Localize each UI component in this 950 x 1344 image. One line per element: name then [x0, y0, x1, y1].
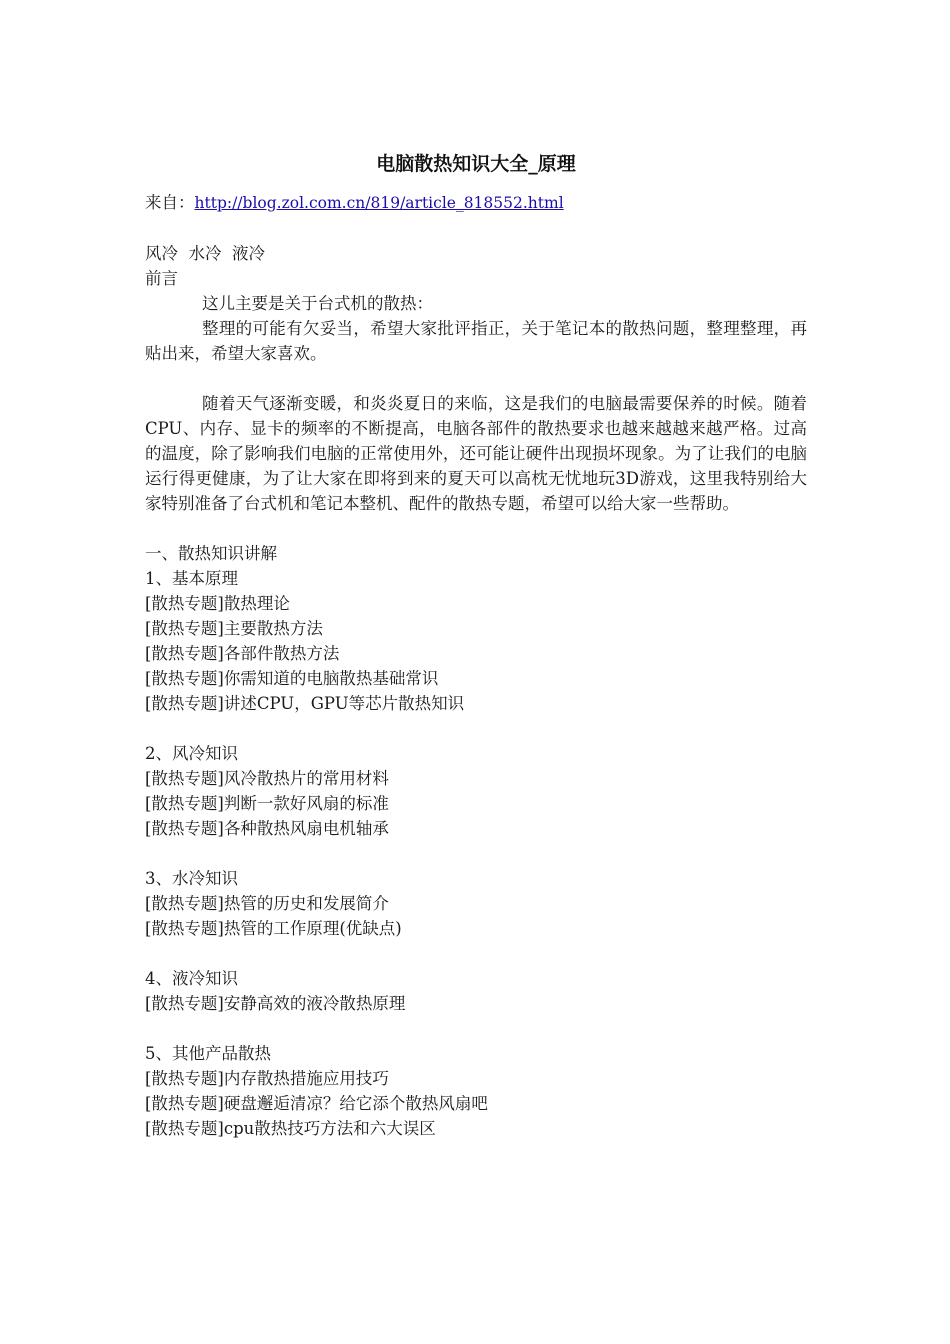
topic-item: [散热专题]你需知道的电脑散热基础常识 [145, 669, 439, 688]
keywords-line: 风冷 水冷 液冷 [145, 244, 265, 263]
preface-paragraph: 整理的可能有欠妥当，希望大家批评指正，关于笔记本的散热问题，整理整理，再贴出来，希望大家喜欢。 [145, 319, 807, 363]
topic-item: [散热专题]各种散热风扇电机轴承 [145, 819, 389, 838]
topic-group [145, 1041, 807, 1141]
topic-item: [散热专题]内存散热措施应用技巧 [145, 1069, 389, 1088]
group-heading: 1、基本原理 [145, 569, 238, 588]
topic-item: [散热专题]热管的历史和发展简介 [145, 894, 389, 913]
topic-group [145, 566, 807, 716]
group-heading: 3、水冷知识 [145, 869, 238, 888]
document-title: 电脑散热知识大全_原理 [376, 153, 576, 175]
topic-item: [散热专题]散热理论 [145, 594, 290, 613]
spacer [145, 716, 807, 741]
topic-item: [散热专题]硬盘邂逅清凉？给它添个散热风扇吧 [145, 1094, 488, 1113]
spacer [145, 216, 807, 241]
spacer [145, 516, 807, 541]
spacer [145, 841, 807, 866]
source-link[interactable]: http://blog.zol.com.cn/819/article_818552.html [194, 194, 564, 212]
topic-groups [145, 566, 807, 1141]
group-heading: 4、液冷知识 [145, 969, 238, 988]
topic-item: [散热专题]热管的工作原理(优缺点) [145, 919, 402, 938]
topic-item: [散热专题]安静高效的液冷散热原理 [145, 994, 406, 1013]
spacer [145, 366, 807, 391]
group-heading: 2、风冷知识 [145, 744, 238, 763]
document-page [145, 150, 807, 1141]
spacer [145, 1016, 807, 1041]
topic-item: [散热专题]判断一款好风扇的标准 [145, 794, 389, 813]
topic-group [145, 866, 807, 941]
topic-group [145, 741, 807, 841]
topic-item: [散热专题]各部件散热方法 [145, 644, 340, 663]
source-line [145, 190, 807, 216]
topic-item: [散热专题]主要散热方法 [145, 619, 323, 638]
preface-paragraph: 这儿主要是关于台式机的散热： [202, 294, 433, 313]
topic-item: [散热专题]cpu散热技巧方法和六大误区 [145, 1119, 436, 1138]
source-label: 来自： [145, 193, 195, 212]
section-heading: 一、散热知识讲解 [145, 544, 277, 563]
intro-paragraph: 随着天气逐渐变暖，和炎炎夏日的来临，这是我们的电脑最需要保养的时候。随着CPU、内存、显卡的频率的不断提高，电脑各部件的散热要求也越来越越来越严格。过高的温度，除了影响我们电脑的正常使用外，还可能让硬件出现损坏现象。为了让我们的电脑运行得更健康，为了让大家在即将到来的夏天可以高枕无忧地玩3D游戏，这里我特别给大家特别准备了台式机和笔记本整机、配件的散热专题，希望可以给大家一些帮助。 [145, 394, 807, 513]
spacer [145, 941, 807, 966]
topic-group [145, 966, 807, 1016]
preface-heading: 前言 [145, 269, 178, 288]
topic-item: [散热专题]风冷散热片的常用材料 [145, 769, 389, 788]
topic-item: [散热专题]讲述CPU，GPU等芯片散热知识 [145, 694, 465, 713]
group-heading: 5、其他产品散热 [145, 1044, 271, 1063]
